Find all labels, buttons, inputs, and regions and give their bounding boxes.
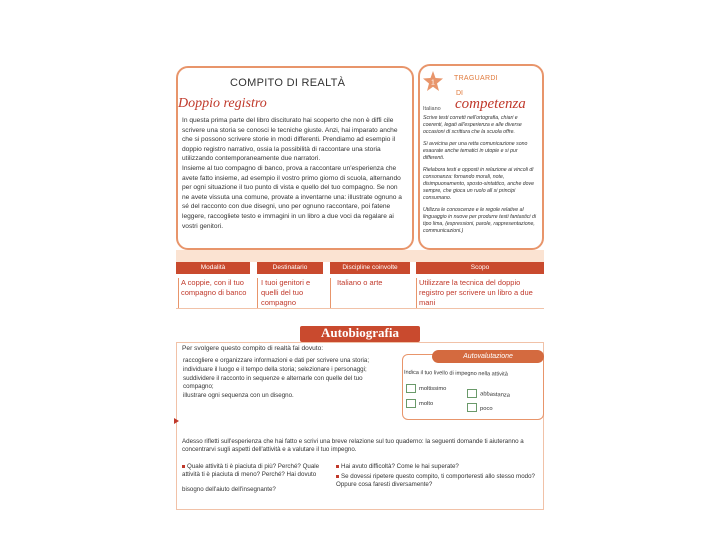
reflection-question: Quale attività ti è piaciuta di più? Perché? Quale attività ti è piaciuta di meno? Perché? Hai dovuto: [182, 463, 320, 478]
table-header-destinatario: Destinatario: [257, 262, 323, 274]
table-bottom-line: [176, 308, 544, 309]
checkbox-poco[interactable]: [467, 403, 477, 412]
table-cell-modalita: A coppie, con il tuo compagno di banco: [178, 278, 250, 308]
traguardi-subject-label: Italiano: [423, 106, 441, 112]
divider-bar: [176, 250, 544, 262]
procedure-step: illustrare ogni sequenza con un disegno.: [183, 392, 294, 400]
procedure-step: raccogliere e organizzare informazioni e dati per scrivere una storia;: [183, 357, 370, 364]
star-icon: [422, 70, 444, 92]
option-label: poco: [480, 406, 493, 412]
bullet-icon: [336, 465, 339, 468]
reflection-question: Hai avuto difficoltà? Come le hai superate?: [336, 463, 542, 471]
autovalutazione-question: Indica il tuo livello di impegno nella attività: [403, 369, 508, 378]
procedure-step: suddividere il racconto in sequenze e alternarle con quelle del tuo compagno;: [183, 374, 363, 391]
table-header-scopo: Scopo: [416, 262, 544, 274]
checkbox-molto[interactable]: [406, 399, 416, 408]
arrow-right-icon: [174, 418, 179, 424]
traguardi-list: [423, 115, 539, 240]
option-label: molto: [419, 401, 434, 407]
option-label: abbastanza: [479, 391, 511, 399]
traguardi-competenza: competenza: [455, 96, 526, 112]
table-cell-scopo: Utilizzare la tecnica del doppio registro per scrivere un libro a due mani: [416, 278, 544, 308]
traguardi-item: Si avvicina per una retta comunicazione sono esaurate anche tematici in utopie e si pur differenti.: [423, 141, 528, 161]
task-paragraph-1: In questa prima parte del libro disciturato hai scoperto che non è diffi cile scrivere una storia se conosci le tecniche giuste. Anzi, hai imparato anche che si possono scrivere storie in modi differenti. Prendiamo ad esempio il doppio registro narrativo, ossia la possibilità di raccontare una storia utilizzando contemporaneamente due narratori.: [182, 117, 398, 163]
task-description: [182, 116, 406, 231]
reflection-question: Se dovessi ripetere questo compito, ti comporteresti allo stesso modo? Oppure cosa faresti diversamente?: [336, 473, 535, 488]
autovalutazione-title: Autovalutazione: [432, 350, 544, 363]
bullet-icon: [336, 475, 339, 478]
procedure-intro: Per svolgere questo compito di realtà fai dovuto:: [182, 345, 324, 352]
reflection-question: bisogno dell'aiuto dell'insegnante?: [182, 486, 276, 493]
svg-text:1: 1: [431, 79, 435, 87]
procedure-step: individuare il luogo e il tempo della storia; selezionare i personaggi;: [183, 365, 367, 373]
reflection-intro: Adesso rifletti sull'esperienza che hai fatto e scrivi una breve relazione sul tuo quaderno: la seguenti domande ti aiuteranno a concentrarvi sugli aspetti dell'attività e a valutare il tuo impegno.: [182, 438, 524, 453]
traguardi-heading: TRAGUARDI: [454, 75, 498, 82]
table-header-modalita: Modalità: [176, 262, 250, 274]
option-label: moltissimo: [419, 386, 447, 392]
traguardi-item: Rielabora testi e opposti in relazione ai vincoli di consonanza: fornando morali, note, disimpuonamento, sposto-sintattico, anche dove sempre, che gioca un ruolo all si principi consumano.: [423, 167, 535, 201]
traguardi-item: Utilizza le conoscenze e le regole relative al linguaggio in nuove per produrre testi fantastici di tipo lima, (espressioni, parole, rappresentazione, communicazioni.): [423, 207, 537, 234]
task-paragraph-2: Insieme al tuo compagno di banco, prova a raccontare un'esperienza che avete fatto insieme, ad esempio il vostro primo giorno di scuola, alternando per ogni situazione il tuo punto di vista e quello del tuo compagno. Se non ne avete vissuta una comune, provate a inventarne una: illustrate ognuno a sé del racconto con due disegni, uno per ognuno raccontare, poi fatene leggere, raccogliete testo e immagini in un libro a due voci da regalare ai vostri genitori.: [182, 164, 402, 230]
table-cell-discipline: Italiano o arte: [330, 278, 410, 308]
procedure-steps: [183, 357, 393, 401]
checkbox-moltissimo[interactable]: [406, 384, 416, 393]
table-header-discipline: Discipline coinvolte: [330, 262, 410, 274]
task-title: COMPITO DI REALTÀ: [230, 77, 346, 89]
traguardi-heading-di: DI: [456, 90, 463, 97]
banner-title: Autobiografia: [321, 325, 399, 340]
traguardi-item: Scrive testi corretti nell'ortografia, chiari e coerenti, legati all'esperienza e alle diverse occasioni di scrittura che la scuola offre.: [423, 115, 522, 135]
table-cell-destinatario: I tuoi genitori e quelli del tuo compagno: [257, 278, 323, 308]
bullet-icon: [182, 465, 185, 468]
checkbox-abbastanza[interactable]: [467, 389, 477, 398]
task-subtitle: Doppio registro: [178, 96, 267, 111]
